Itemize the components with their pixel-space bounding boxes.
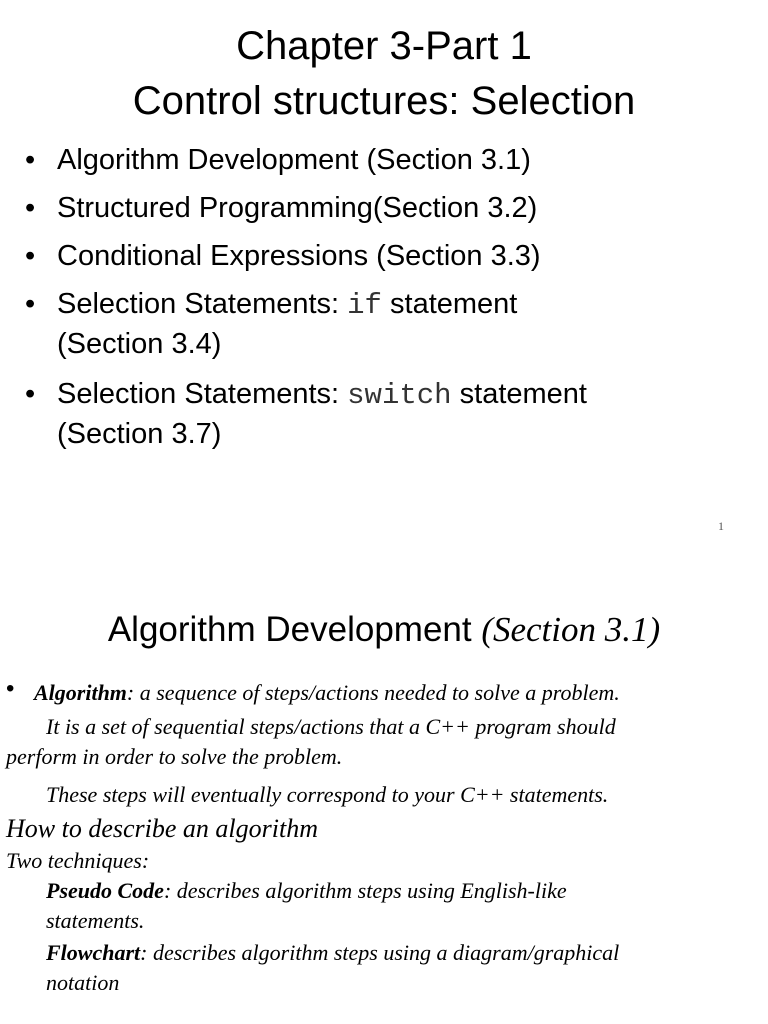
slide-title-main: Algorithm Development [107, 610, 482, 649]
bullet-text [57, 284, 517, 326]
slide-title [0, 608, 768, 652]
slide-2 [0, 590, 768, 1024]
bullet-text-suffix: statement [381, 288, 518, 320]
page-number: 1 [718, 519, 724, 533]
definition-term: Algorithm [34, 680, 127, 705]
definition-term: Flowchart [46, 940, 141, 965]
bullet-dot-icon: • [25, 144, 36, 176]
flowchart-definition [46, 938, 619, 968]
techniques-label: Two techniques: [6, 848, 150, 873]
subheading-text: How to describe an algorithm [6, 814, 318, 843]
bullet-dot-icon: • [25, 240, 36, 272]
bullet-text-suffix: statement [451, 378, 587, 410]
algorithm-definition [34, 678, 620, 708]
bullet-dot-icon: • [6, 675, 15, 702]
definition-term: Pseudo Code [46, 878, 164, 903]
definition-text: : describes algorithm steps using English-like [163, 878, 567, 903]
bullet-dot-icon: • [25, 288, 36, 320]
bullet-dot-icon: • [25, 192, 36, 224]
paragraph-line: statements. [46, 908, 145, 933]
bullet-text: Algorithm Development (Section 3.1) [57, 144, 531, 176]
slide-title-section: (Section 3.1) [481, 610, 661, 649]
bullet-text: Structured Programming(Section 3.2) [57, 192, 538, 224]
bullet-dot-icon: • [25, 378, 36, 410]
paragraph-line: It is a set of sequential steps/actions that a C++ program should [46, 714, 616, 739]
paragraph-line: perform in order to solve the problem. [6, 744, 343, 769]
paragraph-line: notation [46, 970, 120, 995]
slide-title-line-1: Chapter 3-Part 1 [236, 24, 532, 68]
bullet-text: Conditional Expressions (Section 3.3) [57, 240, 541, 272]
code-keyword-if: if [347, 289, 382, 322]
definition-text: : a sequence of steps/actions needed to solve a problem. [126, 680, 620, 705]
bullet-text-line-2: (Section 3.4) [57, 328, 222, 360]
paragraph-line: These steps will eventually correspond to your C++ statements. [46, 782, 609, 807]
bullet-text-prefix: Selection Statements: [57, 378, 348, 410]
slide-title-line-2: Control structures: Selection [132, 79, 636, 123]
code-keyword-switch: switch [347, 379, 452, 412]
bullet-text-line-2: (Section 3.7) [57, 418, 222, 450]
subheading [6, 812, 318, 846]
definition-text: : describes algorithm steps using a diagram/graphical [140, 940, 620, 965]
bullet-text-prefix: Selection Statements: [57, 288, 348, 320]
bullet-text [57, 374, 587, 416]
pseudo-code-definition [46, 876, 567, 906]
